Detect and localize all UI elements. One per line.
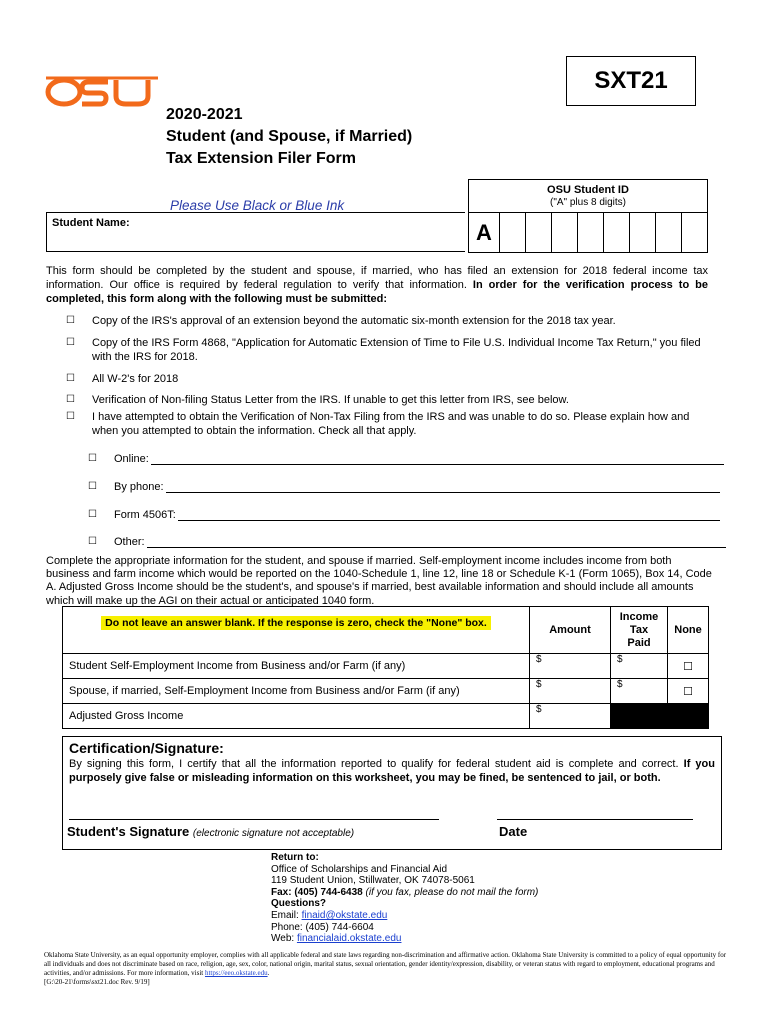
checkbox[interactable]: ☐	[88, 481, 97, 492]
date-field[interactable]	[497, 819, 693, 820]
checkbox[interactable]: ☐	[66, 315, 75, 326]
web-label: Web:	[271, 933, 297, 945]
form-year: 2020-2021	[166, 106, 243, 123]
amount-field[interactable]: $	[530, 704, 611, 729]
email-link[interactable]: finaid@okstate.edu	[301, 909, 388, 921]
student-id-digit-field[interactable]	[578, 213, 604, 252]
return-phone: Phone: (405) 744-6604	[271, 921, 374, 933]
checkbox[interactable]: ☐	[66, 411, 75, 422]
income-table	[62, 606, 709, 729]
warning-cell	[63, 607, 530, 654]
student-id-digit-field[interactable]	[604, 213, 630, 252]
intro-text: This form should be completed by the student and spouse, if married, who has filed an extension for 2018 federal income tax information. Our office is required by federal regulation to verify that information.	[46, 265, 708, 291]
return-fax-note: (if you fax, please do not mail the form)	[365, 886, 539, 898]
warning-text: Do not leave an answer blank. If the response is zero, check the "None" box.	[101, 616, 491, 630]
form-title-line1: Student (and Spouse, if Married)	[166, 128, 413, 145]
signature-note: (electronic signature not acceptable)	[192, 828, 355, 839]
student-id-cells	[469, 213, 707, 252]
col-amount: Amount	[530, 607, 611, 654]
checkbox[interactable]: ☐	[66, 337, 75, 348]
student-id-digit-field[interactable]	[526, 213, 552, 252]
blocked-cell	[668, 704, 709, 729]
checkbox[interactable]: ☐	[88, 509, 97, 520]
student-id-prefix: A	[469, 213, 500, 252]
ink-note: Please Use Black or Blue Ink	[170, 198, 345, 213]
certification-box	[62, 736, 722, 850]
checklist-item-text: Copy of the IRS Form 4868, "Application for Automatic Extension of Time to File U.S. Individual Income Tax Return," you filed with the IRS for 2018.	[92, 337, 701, 363]
intro-bold: In order for the verification process to be completed, this form along with the following must be submitted:	[46, 279, 708, 305]
questions-label: Questions?	[271, 898, 327, 910]
amount-field[interactable]: $	[530, 654, 611, 679]
attempt-label: Form 4506T:	[114, 509, 176, 521]
footer-text: Oklahoma State University, as an equal opportunity employer, complies with all applicable federal and state laws regarding non-discrimination and affirmative action. Oklahoma State University is committed to a policy of equal opportunity for all individuals and does not discriminate based on race, religion, age, sex, color, national origin, marital status, sexual orientation, gender identity/expression, disability, or veteran status with regard to employment, educational programs and activities, and/or admissions. For more information, visit	[44, 951, 727, 977]
certification-body: By signing this form, I certify that all the information reported to qualify for federal student aid is complete and correct.	[69, 758, 679, 770]
form-title-line2: Tax Extension Filer Form	[166, 150, 356, 167]
table-row	[63, 679, 709, 704]
intro-paragraph	[46, 264, 708, 306]
col-tax-paid-line1: Income	[619, 610, 659, 623]
eeo-link[interactable]: https://eeo.okstate.edu	[204, 969, 268, 977]
certification-text	[69, 757, 715, 785]
checkbox[interactable]: ☐	[88, 536, 97, 547]
row-label: Student Self-Employment Income from Business and/or Farm (if any)	[63, 654, 530, 679]
return-label: Return to:	[271, 852, 319, 863]
col-tax-paid	[611, 607, 668, 654]
checkbox[interactable]: ☐	[66, 373, 75, 384]
checklist-item-text: I have attempted to obtain the Verification of Non-Tax Filing from the IRS and was unable to do so. Please explain how and when you attempted to obtain the information. Check all that apply.	[92, 411, 690, 437]
checkbox[interactable]: ☐	[66, 394, 75, 405]
none-checkbox[interactable]: ☐	[668, 679, 709, 704]
form-code: SXT21	[566, 56, 696, 106]
student-id-box	[468, 179, 708, 253]
footer-tail: .	[267, 969, 270, 977]
col-tax-paid-line2: Tax Paid	[627, 623, 651, 649]
student-id-digit-field[interactable]	[552, 213, 578, 252]
table-row	[63, 654, 709, 679]
email-label: Email:	[271, 909, 302, 921]
col-none: None	[668, 607, 709, 654]
attempt-phone-field[interactable]	[166, 480, 720, 493]
attempt-online-field[interactable]	[151, 452, 724, 465]
row-label: Spouse, if married, Self-Employment Income from Business and/or Farm (if any)	[63, 679, 530, 704]
return-office: Office of Scholarships and Financial Aid	[271, 863, 448, 875]
certification-title: Certification/Signature:	[69, 740, 224, 756]
amount-field[interactable]: $	[530, 679, 611, 704]
signature-field[interactable]	[69, 819, 439, 820]
row-label: Adjusted Gross Income	[63, 704, 530, 729]
instructions-paragraph: Complete the appropriate information for the student, and spouse if married. Self-employment income includes income from both business and farm income which would be reported on the 1040-Schedule 1, line 12, line 18 or Schedule K-1 (Form 1065), Box 14, Code A. Adjusted Gross Income should be the student's, and spouse's if married, best available information and should include all amounts which will make up the AGI on their actual or anticipated 1040 form.	[46, 555, 712, 607]
osu-logo-mark	[48, 80, 148, 104]
return-fax: Fax: (405) 744-6438	[271, 886, 363, 898]
osu-logo	[42, 68, 162, 112]
student-name-field[interactable]	[46, 212, 465, 252]
checklist-item-text: Copy of the IRS's approval of an extension beyond the automatic six-month extension for the 2018 tax year.	[92, 315, 616, 327]
student-id-digit-field[interactable]	[500, 213, 526, 252]
student-id-digit-field[interactable]	[630, 213, 656, 252]
attempt-form4506t-field[interactable]	[178, 508, 720, 521]
return-address: 119 Student Union, Stillwater, OK 74078-5061	[271, 875, 475, 887]
attempt-label: By phone:	[114, 481, 164, 493]
table-row	[63, 704, 709, 729]
attempt-label: Online:	[114, 453, 149, 465]
attempt-label: Other:	[114, 536, 145, 548]
student-id-title: OSU Student ID	[547, 184, 629, 196]
none-checkbox[interactable]: ☐	[668, 654, 709, 679]
signature-label-text: Student's Signature	[67, 824, 190, 839]
student-id-digit-field[interactable]	[656, 213, 682, 252]
date-label: Date	[499, 824, 528, 839]
blocked-cell	[611, 704, 668, 729]
web-link[interactable]: financialaid.okstate.edu	[296, 933, 402, 945]
checklist-item-text: All W-2's for 2018	[92, 373, 179, 385]
return-to-block	[271, 852, 538, 945]
attempt-other-field[interactable]	[147, 535, 726, 548]
certification-warning: If you purposely give false or misleading information on this worksheet, you may be fined, be sentenced to jail, or both.	[69, 758, 715, 784]
checklist-item-text: Verification of Non-filing Status Letter from the IRS. If unable to get this letter from IRS, see below.	[92, 394, 569, 406]
tax-paid-field[interactable]: $	[611, 654, 668, 679]
signature-label	[67, 824, 354, 839]
student-id-hint: ("A" plus 8 digits)	[549, 197, 626, 208]
checkbox[interactable]: ☐	[88, 453, 97, 464]
student-id-header	[469, 180, 707, 213]
file-reference: [G:\20-21\forms\sxt21.doc Rev. 9/19]	[44, 978, 150, 986]
student-id-digit-field[interactable]	[682, 213, 707, 252]
tax-paid-field[interactable]: $	[611, 679, 668, 704]
footer	[44, 951, 728, 987]
student-name-label: Student Name:	[52, 217, 130, 229]
